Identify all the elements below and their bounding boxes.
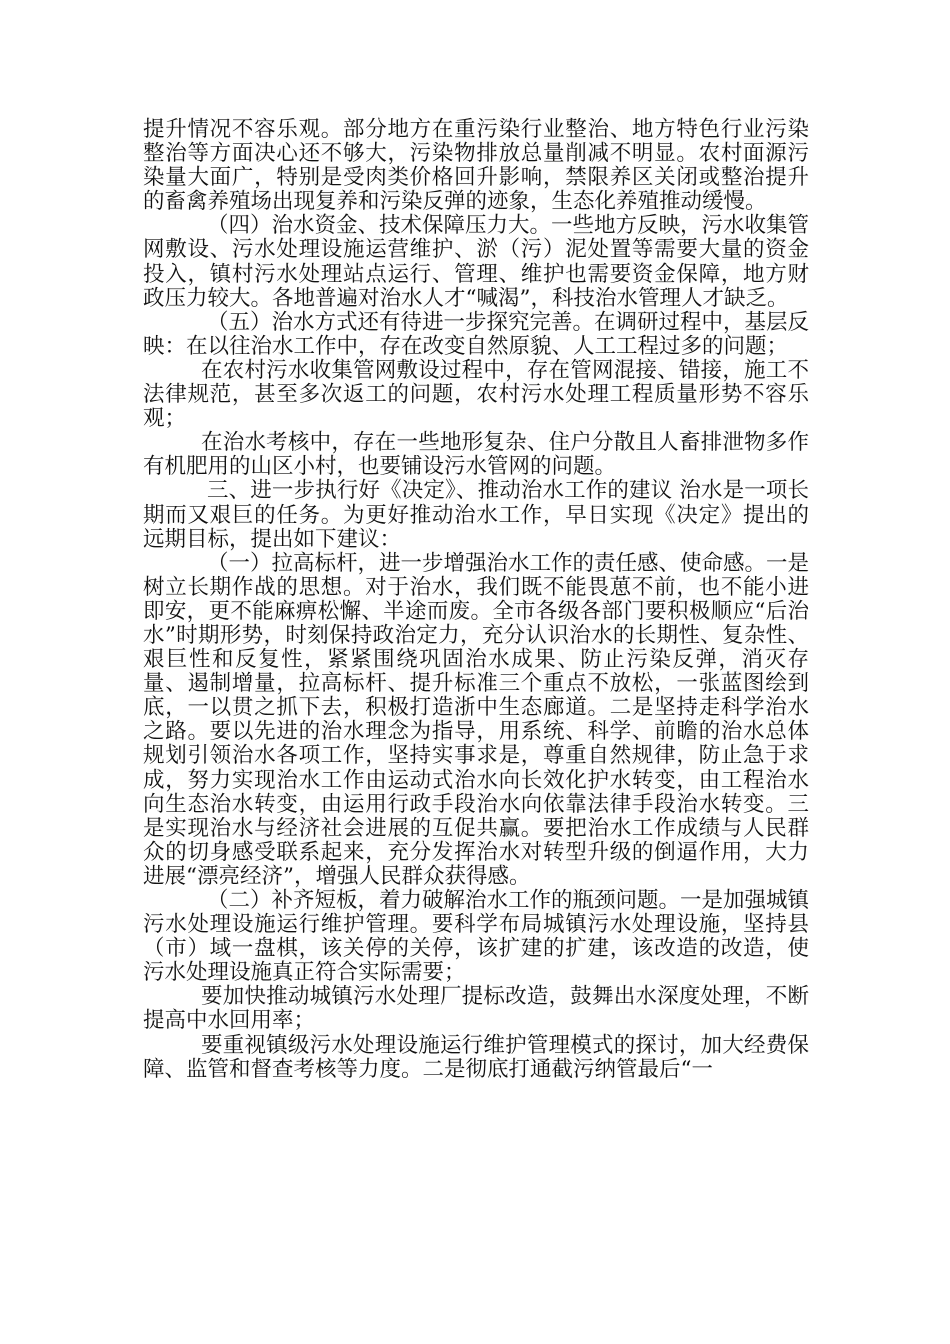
paragraph-funding-pressure: （四）治水资金、技术保障压力大。一些地方反映，污水收集管网敷设、污水处理设施运营维护、淤（污）泥处置等需要大量的资金投入，镇村污水处理站点运行、管理、维护也需要资金保障，地方财政压力较大。各地普遍对治水人才“喊渴”，科技治水管理人才缺乏。 — [143, 213, 810, 311]
document-body — [143, 118, 809, 1082]
paragraph-assessment: 在治水考核中，存在一些地形复杂、住户分散且人畜排泄物多作有机肥用的山区小村，也要铺设污水管网的问题。 — [143, 430, 809, 480]
paragraph-upgrade-plants: 要加快推动城镇污水处理厂提标改造，鼓舞出水深度处理，不断提高中水回用率； — [143, 984, 809, 1034]
paragraph-methods: （五）治水方式还有待进一步探究完善。在调研过程中，基层反映：在以往治水工作中，存在改变自然原貌、人工工程过多的问题； — [143, 309, 810, 359]
paragraph-raise-benchmark: （一）拉高标杆，进一步增强治水工作的责任感、使命感。一是树立长期作战的思想。对于治水，我们既不能畏葸不前，也不能小进即安，更不能麻痹松懈、半途而废。全市各级各部门要积极顺应“后治水”时期形势，时刻保持政治定力，充分认识治水的长期性、复杂性、艰巨性和反复性，紧紧围绕巩固治水成果、防止污染反弹，消灭存量、遏制增量，拉高标杆、提升标准三个重点不放松，一张蓝图绘到底，一以贯之抓下去，积极打造浙中生态廊道。二是坚持走科学治水之路。要以先进的治水理念为指导，用系统、科学、前瞻的治水总体规划引领治水各项工作，坚持实事求是，尊重自然规律，防止急于求成，努力实现治水工作由运动式治水向长效化护水转变，由工程治水向生态治水转变，由运用行政手段治水向依靠法律手段治水转变。三是实现治水与经济社会进展的互促共赢。要把治水工作成绩与人民群众的切身感受联系起来，充分发挥治水对转型升级的倒逼作用，大力进展“漂亮经济”，增强人民群众获得感。 — [143, 550, 810, 889]
paragraph-section-three: 三、进一步执行好《决定》、推动治水工作的建议 治水是一项长期而又艰巨的任务。为更好推动治水工作，早日实现《决定》提出的远期目标，提出如下建议： — [143, 478, 809, 552]
paragraph-fill-gaps: （二）补齐短板，着力破解治水工作的瓶颈问题。一是加强城镇污水处理设施运行维护管理。要科学布局城镇污水处理设施，坚持县（市）域一盘棋，该关停的关停，该扩建的扩建，该改造的改造，使污水处理设施真正符合实际需要； — [143, 888, 810, 986]
paragraph-rural-pipes: 在农村污水收集管网敷设过程中，存在管网混接、错接，施工不法律规范，甚至多次返工的问题，农村污水处理工程质量形势不容乐观； — [143, 357, 809, 432]
paragraph-town-maintenance: 要重视镇级污水处理设施运行维护管理模式的探讨，加大经费保障、监管和督查考核等力度。二是彻底打通截污纳管最后“一 — [143, 1032, 809, 1082]
paragraph-continuation: 提升情况不容乐观。部分地方在重污染行业整治、地方特色行业污染整治等方面决心还不够大，污染物排放总量削减不明显。农村面源污染量大面广，特别是受肉类价格回升影响，禁限养区关闭或整治提升的畜禽养殖场出现复养和污染反弹的迹象，生态化养殖推动缓慢。 — [143, 117, 809, 215]
